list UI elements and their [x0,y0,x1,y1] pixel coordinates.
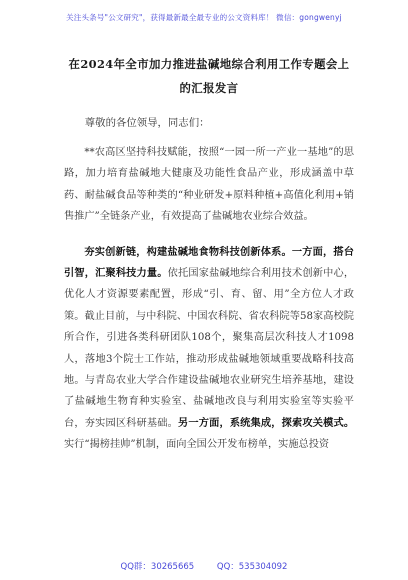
greeting: 尊敬的各位领导，同志们： [84,117,210,129]
banner-text: 关注头条号"公文研究"，获得最新最全最专业的公文资料库！ 微信：gongwenyj [66,12,342,22]
paragraph-2-text-cont: 实行“揭榜挂帅”机制，面向全国公开发布榜单，实施总投资 [64,439,330,451]
document-body [64,52,354,470]
footer-qq-group: QQ群：30265665 [120,562,195,572]
paragraph-2 [64,242,354,456]
paragraph-2-text: 依托国家盐碱地综合利用技术创新中心，优化人才资源要素配置，形成“引、育、留、用”全方位人才政策。截止目前，与中科院、中国农科院、省农科院等58家高校院所合作，引进各类科研团队108个，聚集高层次科技人才1098人，落地3个院士工作站，推动形成盐碱地领域重要战略科技高地。与青岛农业大学合作建设盐碱地农业研究生培养基地，建设了盐碱地生物育种实验室、盐碱地改良与利用实验室等实验平台，夯实园区科研基础。 [64,268,355,429]
document-title: 在2024年全市加力推进盐碱地综合利用工作专题会上的汇报发言 [68,57,350,95]
header-banner [0,0,408,42]
paragraph-2-subheading: 另一方面，系统集成，探索攻关模式。 [178,416,355,429]
footer-qq: QQ：535304092 [216,562,288,572]
paragraph-2-heading: 夯实创新链，构建盐碱地食物科技创新体系。一方面，搭台引智，汇聚科技力量。 [64,245,354,280]
footer-contact [0,560,408,572]
paragraph-1: **农高区坚持科技赋能，按照“一园一所一产业一基地”的思路，加力培育盐碱地大健康及功能性食品产业，形成涵盖中草药、耐盐碱食品等种类的“种业研发+原料种植+高值化利用+销售推广”全链条产业，有效提高了盐碱地农业综合效益。 [64,147,354,223]
